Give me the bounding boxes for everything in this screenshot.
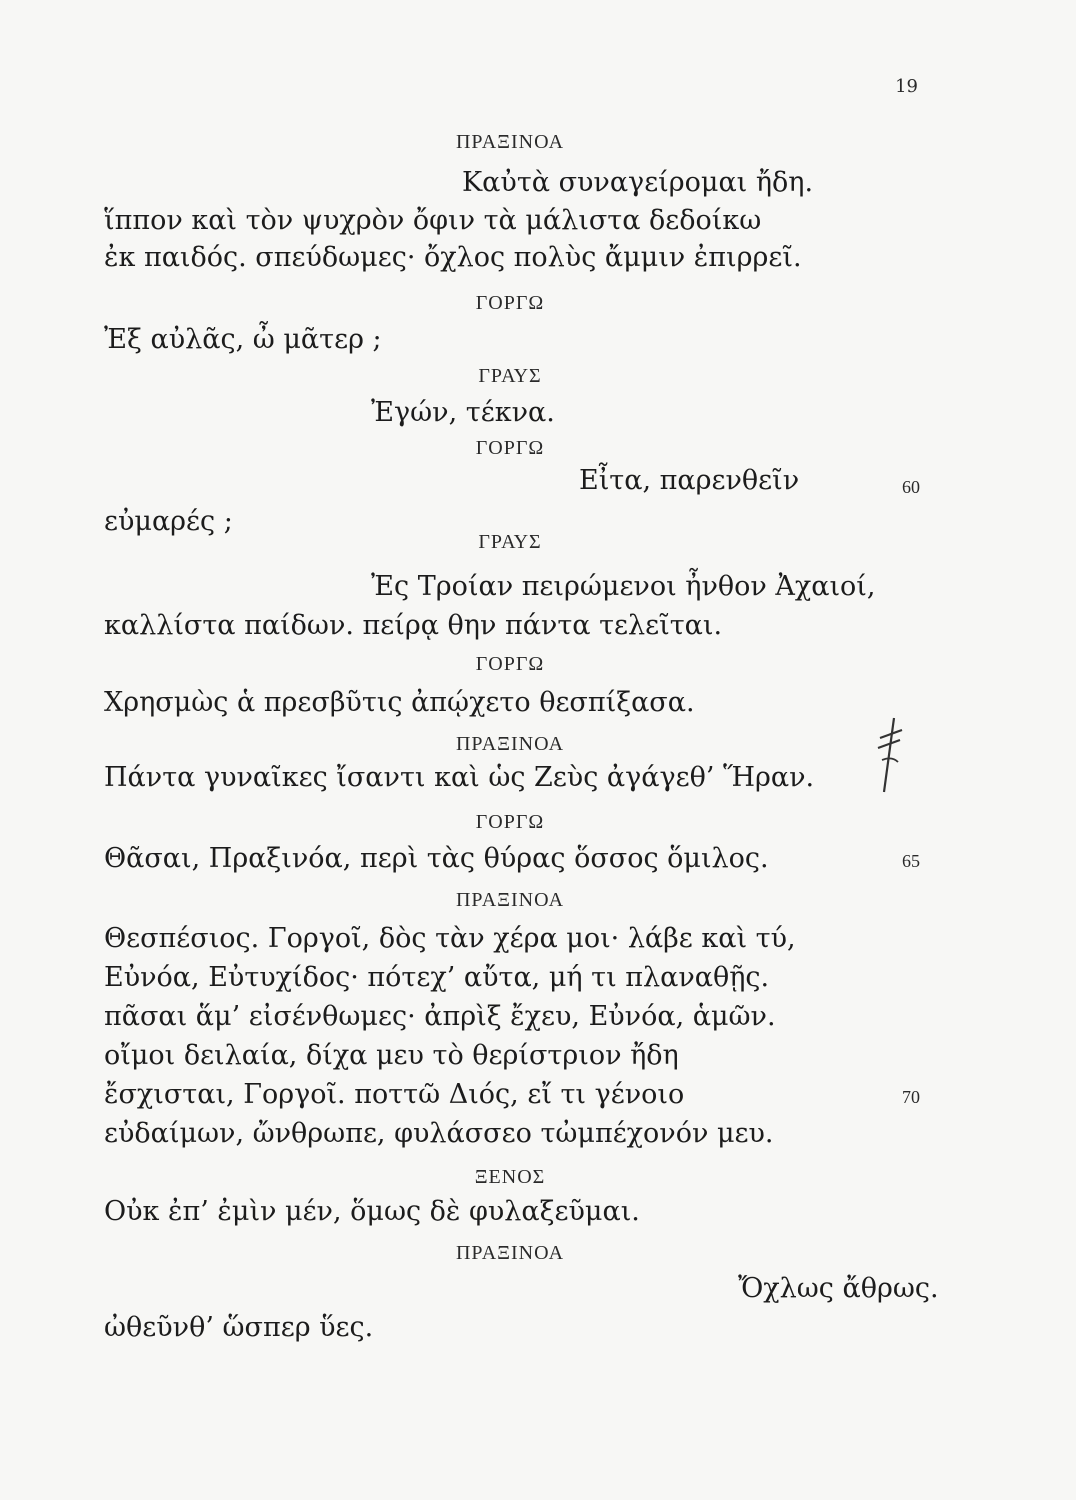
speaker-stranger: ΞΕΝΟΣ <box>474 1166 546 1188</box>
speaker-gorgo: ΓΟΡΓΩ <box>475 292 545 314</box>
verse-line: ὠθεῦνθ’ ὥσπερ ὕες. <box>104 1312 374 1343</box>
speaker-praxinoa: ΠΡΑΞΙΝΟΑ <box>455 1242 565 1264</box>
verse-line: εὐδαίμων, ὤνθρωπε, φυλάσσεο τὠμπέχονόν μευ. <box>104 1118 774 1149</box>
verse-line: Πάντα γυναῖκες ἴσαντι καὶ ὡς Ζεὺς ἀγάγεθ’ Ἥραν. <box>104 762 815 793</box>
verse-line: Ἐγών, τέκνα. <box>371 397 555 428</box>
verse-line: Καὐτὰ συναγείρομαι ἤδη. <box>462 167 814 198</box>
verse-line: ἐκ παιδός. σπεύδωμες· ὄχλος πολὺς ἄμμιν ἐπιρρεῖ. <box>104 242 802 273</box>
speaker-praxinoa: ΠΡΑΞΙΝΟΑ <box>455 733 565 755</box>
verse-line: καλλίστα παίδων. πείρᾳ θην πάντα τελεῖται. <box>104 610 723 641</box>
speaker-gorgo: ΓΟΡΓΩ <box>475 437 545 459</box>
verse-line: Ὄχλως ἄθρως. <box>738 1273 939 1304</box>
verse-line: Ἐς Τροίαν πειρώμενοι ἦνθον Ἀχαιοί, <box>371 571 876 602</box>
verse-line: Οὐκ ἐπ’ ἐμὶν μέν, ὅμως δὲ φυλαξεῦμαι. <box>104 1196 640 1227</box>
verse-line: Θεσπέσιος. Γοργοῖ, δὸς τὰν χέρα μοι· λάβε καὶ τύ, <box>104 923 796 954</box>
speaker-praxinoa: ΠΡΑΞΙΝΟΑ <box>455 889 565 911</box>
verse-line: πᾶσαι ἅμ’ εἰσένθωμες· ἀπρὶξ ἔχευ, Εὐνόα, ἁμῶν. <box>104 1001 776 1032</box>
line-number: 65 <box>902 851 920 871</box>
speaker-old-woman: ΓΡΑΥΣ <box>478 531 542 553</box>
verse-line: ἵππον καὶ τὸν ψυχρὸν ὄφιν τὰ μάλιστα δεδοίκω <box>104 205 762 236</box>
line-number: 70 <box>902 1087 920 1107</box>
handwritten-mark-icon <box>872 716 908 796</box>
speaker-old-woman: ΓΡΑΥΣ <box>478 365 542 387</box>
verse-line: οἴμοι δειλαία, δίχα μευ τὸ θερίστριον ἤδη <box>104 1040 679 1071</box>
line-number: 60 <box>902 477 920 497</box>
verse-line: Θᾶσαι, Πραξινόα, περὶ τὰς θύρας ὅσσος ὅμιλος. <box>104 843 769 874</box>
verse-line: Εὐνόα, Εὐτυχίδος· πότεχ’ αὔτα, μή τι πλαναθῇς. <box>104 962 770 993</box>
verse-line: Εἶτα, παρενθεῖν <box>579 465 800 496</box>
verse-line: Ἐξ αὐλᾶς, ὦ μᾶτερ ; <box>104 324 382 355</box>
verse-line: ἔσχισται, Γοργοῖ. ποττῶ Διός, εἴ τι γένοιο <box>104 1079 685 1110</box>
speaker-gorgo: ΓΟΡΓΩ <box>475 653 545 675</box>
speaker-praxinoa: ΠΡΑΞΙΝΟΑ <box>455 131 565 153</box>
verse-line: εὐμαρές ; <box>104 506 233 537</box>
verse-line: Χρησμὼς ἁ πρεσβῦτις ἀπῴχετο θεσπίξασα. <box>104 687 695 718</box>
page-number: 19 <box>895 76 918 97</box>
speaker-gorgo: ΓΟΡΓΩ <box>475 811 545 833</box>
